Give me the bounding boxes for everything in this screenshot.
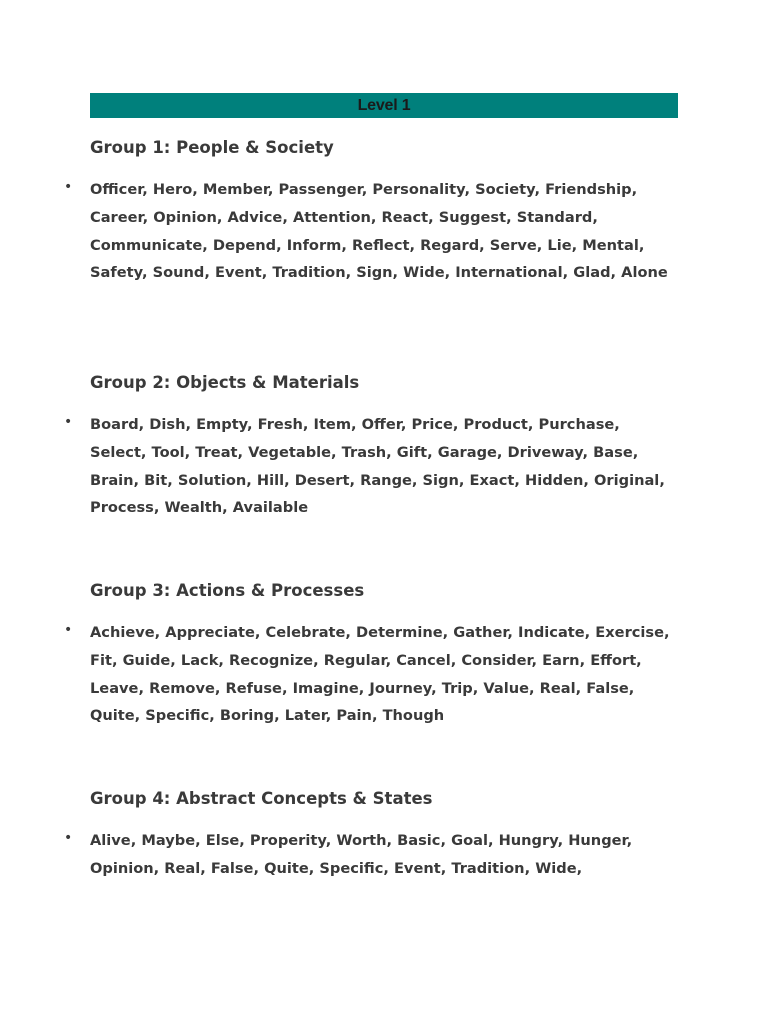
group-4-words: Alive, Maybe, Else, Properity, Worth, Basic, Goal, Hungry, Hunger, Opinion, Real, False, Quite, Specific, Event, Tradition, Wide,: [90, 832, 633, 877]
bullet-icon: •: [64, 830, 73, 846]
group-3-title: Group 3: Actions & Processes: [90, 581, 365, 600]
bullet-icon: •: [64, 622, 73, 638]
bullet-icon: •: [64, 414, 73, 430]
group-2-words: Board, Dish, Empty, Fresh, Item, Offer, Price, Product, Purchase, Select, Tool, Treat, Vegetable, Trash, Gift, Garage, Driveway, Base, Brain, Bit, Solution, Hill, Desert, Range, Sign, Exact, Hidden, Original, Process, Wealth, Available: [90, 416, 665, 517]
group-2-title: Group 2: Objects & Materials: [90, 373, 360, 392]
group-1-title: Group 1: People & Society: [90, 138, 334, 157]
level-banner: [90, 93, 678, 118]
bullet-icon: •: [64, 179, 73, 195]
group-1-words: Officer, Hero, Member, Passenger, Personality, Society, Friendship, Career, Opinion, Advice, Attention, React, Suggest, Standard, Communicate, Depend, Inform, Reflect, Regard, Serve, Lie, Mental, Safety, Sound, Event, Tradition, Sign, Wide, International, Glad, Alone: [90, 181, 668, 282]
group-4-title: Group 4: Abstract Concepts & States: [90, 789, 433, 808]
group-3-words: Achieve, Appreciate, Celebrate, Determine, Gather, Indicate, Exercise, Fit, Guide, Lack, Recognize, Regular, Cancel, Consider, Earn, Effort, Leave, Remove, Refuse, Imagine, Journey, Trip, Value, Real, False, Quite, Specific, Boring, Later, Pain, Though: [90, 624, 670, 725]
level-title: Level 1: [357, 96, 411, 114]
